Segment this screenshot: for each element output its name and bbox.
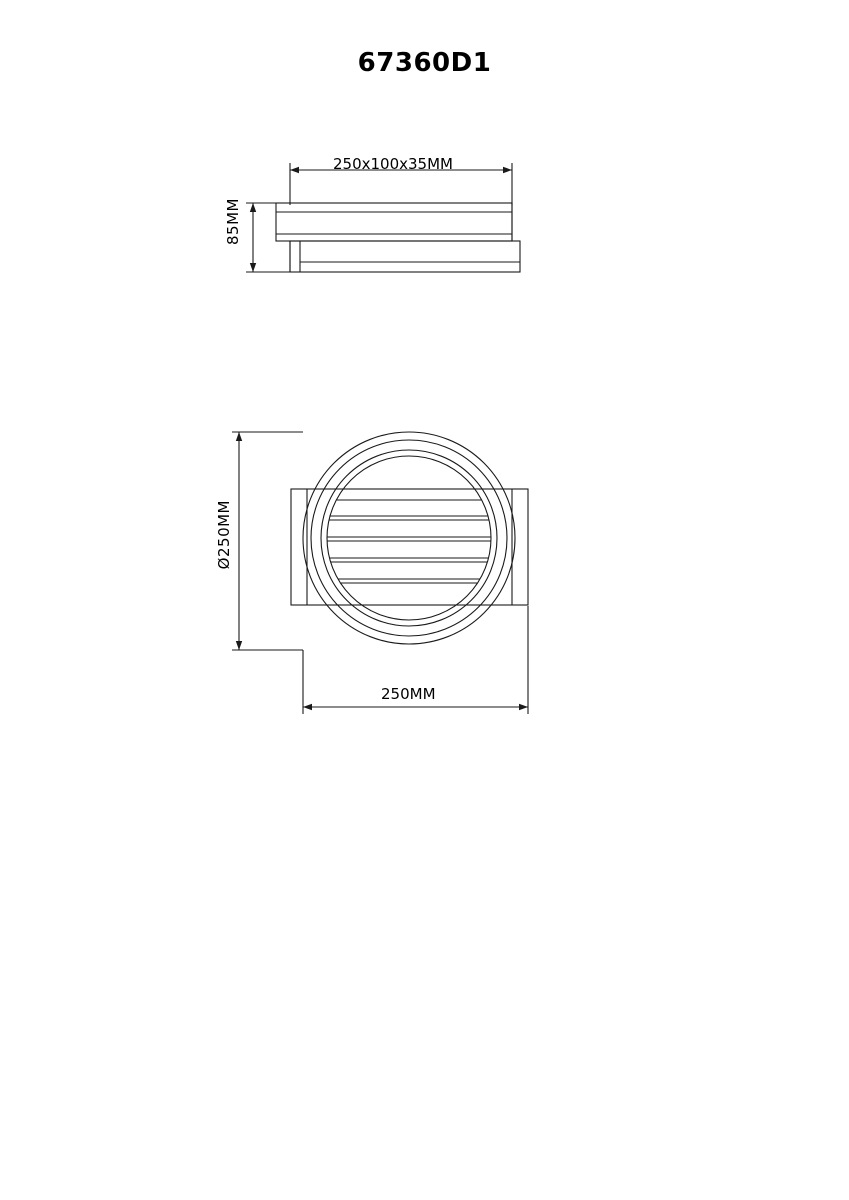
louvre-slats [320,500,498,583]
dimension-label-height: 85MM [224,198,242,245]
mounting-plate-outline [290,241,520,272]
dimension-label-top-width: 250x100x35MM [333,155,453,173]
height-arrow-top [250,203,256,212]
outer-ring-circle [303,432,515,644]
height-dimension [246,203,300,272]
side-elevation-view [276,203,520,272]
page-title: 67360D1 [357,48,492,78]
top-width-arrow-left [290,167,299,173]
dimension-label-front-width: 250MM [381,685,436,703]
height-arrow-bottom [250,263,256,272]
front-width-arrow-left [303,704,312,710]
fixture-body-outline [276,203,512,241]
dimension-label-diameter: Ø250MM [215,500,233,570]
outer-ring-inner-circle [311,440,507,636]
diameter-arrow-bottom [236,641,242,650]
front-width-arrow-right [519,704,528,710]
top-width-arrow-right [503,167,512,173]
front-view [291,432,528,644]
inner-ring-circle [321,450,497,626]
diameter-dimension [232,432,303,650]
inner-ring-inner-circle [327,456,491,620]
diameter-arrow-top [236,432,242,441]
